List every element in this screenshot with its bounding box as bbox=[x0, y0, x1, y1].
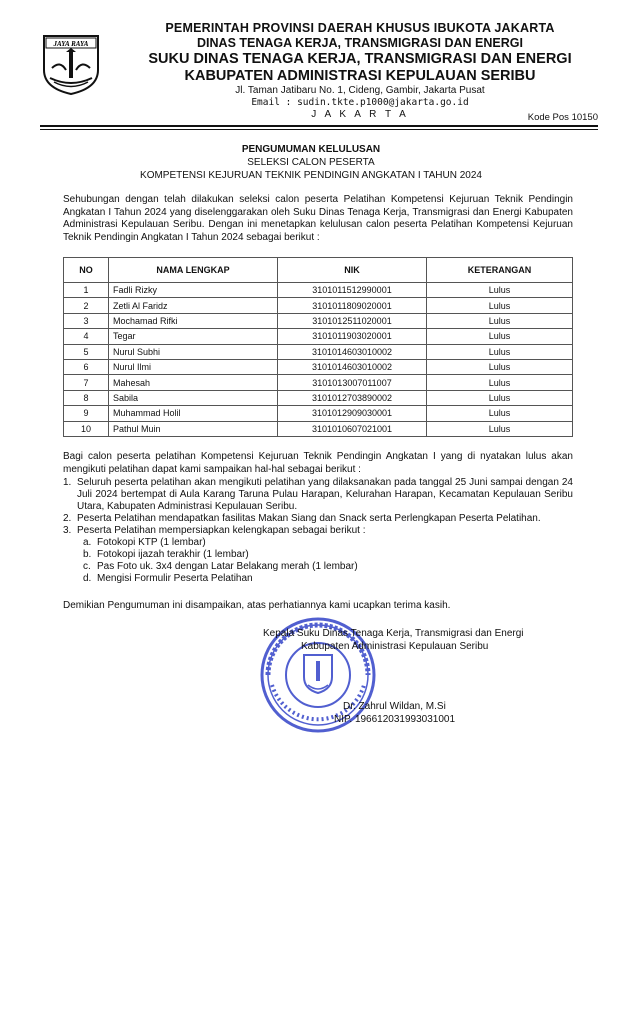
row-number: 9 bbox=[64, 406, 109, 421]
row-number: 1 bbox=[64, 283, 109, 298]
signature-position-line-2: Kabupaten Administrasi Kepulauan Seribu bbox=[301, 640, 489, 652]
logo-text: JAYA RAYA bbox=[53, 40, 89, 48]
list-item-number: 3. bbox=[63, 525, 72, 536]
row-name: Tegar bbox=[109, 329, 278, 344]
header-email: Email : sudin.tkte.p1000@jakarta.go.id bbox=[251, 97, 469, 108]
dki-jakarta-logo bbox=[40, 30, 102, 96]
row-name: Nurul Subhi bbox=[109, 344, 278, 359]
sub-list-item-letter: b. bbox=[83, 549, 92, 560]
sub-list-item-text: Pas Foto uk. 3x4 dengan Latar Belakang merah (1 lembar) bbox=[97, 561, 358, 572]
row-nik: 3101010607021001 bbox=[278, 421, 427, 436]
header-line-3: SUKU DINAS TENAGA KERJA, TRANSMIGRASI DAN ENERGI bbox=[148, 51, 572, 67]
row-number: 3 bbox=[64, 313, 109, 328]
table-row bbox=[64, 283, 573, 298]
row-number: 2 bbox=[64, 298, 109, 313]
row-number: 5 bbox=[64, 344, 109, 359]
sub-list-item-letter: a. bbox=[83, 537, 92, 548]
col-name: NAMA LENGKAP bbox=[109, 258, 278, 283]
list-item-number: 2. bbox=[63, 513, 72, 524]
list-item-text: Peserta Pelatihan mendapatkan fasilitas Makan Siang dan Snack serta Perlengkapan Peserta Pelatihan. bbox=[77, 513, 541, 524]
announcement-subtitle-2: KOMPETENSI KEJURUAN TEKNIK PENDINGIN ANGKATAN I TAHUN 2024 bbox=[140, 170, 482, 181]
signature-position bbox=[263, 628, 524, 653]
list-item bbox=[63, 513, 573, 525]
row-name: Sabila bbox=[109, 390, 278, 405]
row-name: Fadli Rizky bbox=[109, 283, 278, 298]
table-row bbox=[64, 390, 573, 405]
row-name: Nurul Ilmi bbox=[109, 359, 278, 374]
table-row bbox=[64, 298, 573, 313]
header-line-4: KABUPATEN ADMINISTRASI KEPULAUAN SERIBU bbox=[184, 68, 536, 84]
row-status: Lulus bbox=[427, 283, 573, 298]
header-line-2: DINAS TENAGA KERJA, TRANSMIGRASI DAN ENERGI bbox=[197, 36, 523, 50]
requirements-list bbox=[63, 477, 573, 585]
sub-list-item-text: Mengisi Formulir Peserta Pelatihan bbox=[97, 573, 253, 584]
signature-position-line-1: Kepala Suku Dinas Tenaga Kerja, Transmigrasi dan Energi bbox=[263, 628, 524, 639]
row-nik: 3101012703890002 bbox=[278, 390, 427, 405]
row-name: Muhammad Holil bbox=[109, 406, 278, 421]
sub-list-item bbox=[63, 537, 573, 549]
row-number: 8 bbox=[64, 390, 109, 405]
header-line-1: PEMERINTAH PROVINSI DAERAH KHUSUS IBUKOTA JAKARTA bbox=[165, 21, 555, 35]
row-status: Lulus bbox=[427, 375, 573, 390]
followup-paragraph: Bagi calon peserta pelatihan Kompetensi Kejuruan Teknik Pendingin Angkatan I yang di nyatakan lulus akan mengikuti pelatihan dapat kami sampaikan hal-hal sebagai berikut : bbox=[63, 451, 573, 475]
row-nik: 3101014603010002 bbox=[278, 344, 427, 359]
list-item bbox=[63, 477, 573, 513]
row-status: Lulus bbox=[427, 329, 573, 344]
table-header-row bbox=[64, 258, 573, 283]
closing-sentence: Demikian Pengumuman ini disampaikan, atas perhatiannya kami ucapkan terima kasih. bbox=[63, 600, 451, 611]
row-nik: 3101011903020001 bbox=[278, 329, 427, 344]
table-row bbox=[64, 313, 573, 328]
row-number: 6 bbox=[64, 359, 109, 374]
list-item-number: 1. bbox=[63, 477, 72, 488]
header-address: Jl. Taman Jatibaru No. 1, Cideng, Gambir, Jakarta Pusat bbox=[235, 85, 485, 96]
sub-list-item bbox=[63, 549, 573, 561]
col-no: NO bbox=[64, 258, 109, 283]
table-row bbox=[64, 406, 573, 421]
row-nik: 3101012909030001 bbox=[278, 406, 427, 421]
postal-code: Kode Pos 10150 bbox=[527, 112, 598, 123]
list-item-text: Seluruh peserta pelatihan akan mengikuti pelatihan yang dilaksanakan pada tanggal 25 Juni sampai dengan 24 Juli 2024 bertempat di Aula Karang Taruna Pulau Harapan, Kelurahan Harapan, Kecamatan Kepulauan Seribu Utara, Kabupaten Administrasi Kepulauan Seribu. bbox=[77, 477, 573, 512]
sub-list-item bbox=[63, 561, 573, 573]
results-table bbox=[63, 257, 573, 437]
row-status: Lulus bbox=[427, 359, 573, 374]
row-status: Lulus bbox=[427, 421, 573, 436]
announcement-subtitle-1: SELEKSI CALON PESERTA bbox=[247, 157, 375, 168]
header-divider-thin bbox=[40, 129, 598, 130]
announcement-title: PENGUMUMAN KELULUSAN bbox=[241, 144, 381, 155]
row-nik: 3101011512990001 bbox=[278, 283, 427, 298]
row-number: 10 bbox=[64, 421, 109, 436]
row-number: 7 bbox=[64, 375, 109, 390]
table-row bbox=[64, 359, 573, 374]
table-row bbox=[64, 344, 573, 359]
signature-block bbox=[334, 701, 456, 726]
signatory-name: Dr. Zahrul Wildan, M.Si bbox=[343, 701, 446, 712]
sub-list-item bbox=[63, 573, 573, 585]
col-status: KETERANGAN bbox=[427, 258, 573, 283]
row-status: Lulus bbox=[427, 406, 573, 421]
header-city: J A K A R T A bbox=[311, 109, 409, 120]
table-body bbox=[64, 283, 573, 437]
row-status: Lulus bbox=[427, 390, 573, 405]
sub-list-item-text: Fotokopi KTP (1 lembar) bbox=[97, 537, 206, 548]
row-name: Zetli Al Faridz bbox=[109, 298, 278, 313]
row-nik: 3101014603010002 bbox=[278, 359, 427, 374]
sub-list-item-text: Fotokopi ijazah terakhir (1 lembar) bbox=[97, 549, 249, 560]
row-status: Lulus bbox=[427, 298, 573, 313]
row-nik: 3101013007011007 bbox=[278, 375, 427, 390]
table-row bbox=[64, 329, 573, 344]
row-number: 4 bbox=[64, 329, 109, 344]
row-name: Pathul Muin bbox=[109, 421, 278, 436]
row-name: Mahesah bbox=[109, 375, 278, 390]
intro-paragraph: Sehubungan dengan telah dilakukan seleksi calon peserta Pelatihan Kompetensi Kejuruan Teknik Pendingin Angkatan I Tahun 2024 yang diselenggarakan oleh Suku Dinas Tenaga Kerja, Transmigrasi dan Energi Kabupaten Administrasi Kepulauan Seribu. Dengan ini menetapkan kelulusan calon peserta Pelatihan Kompetensi Kejuruan Teknik Pendingin Angkatan I Tahun 2024 sebagai berikut : bbox=[63, 194, 573, 243]
sub-list-item-letter: d. bbox=[83, 573, 92, 584]
row-name: Mochamad Rifki bbox=[109, 313, 278, 328]
list-item bbox=[63, 525, 573, 537]
table-row bbox=[64, 375, 573, 390]
row-status: Lulus bbox=[427, 313, 573, 328]
sub-list-item-letter: c. bbox=[83, 561, 91, 572]
list-item-text: Peserta Pelatihan mempersiapkan kelengkapan sebagai berikut : bbox=[77, 525, 366, 536]
row-status: Lulus bbox=[427, 344, 573, 359]
row-nik: 3101012511020001 bbox=[278, 313, 427, 328]
table-row bbox=[64, 421, 573, 436]
row-nik: 3101011809020001 bbox=[278, 298, 427, 313]
signatory-nip: NIP. 196612031993031001 bbox=[334, 713, 456, 725]
col-nik: NIK bbox=[278, 258, 427, 283]
header-divider-thick bbox=[40, 125, 598, 127]
